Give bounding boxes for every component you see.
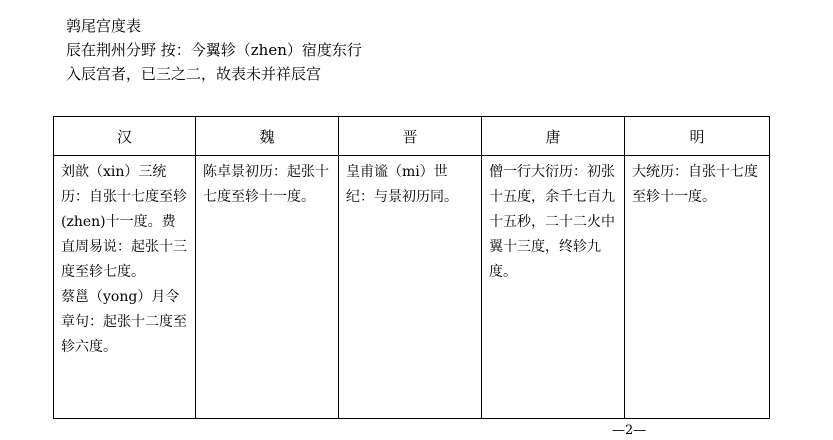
table-cell-jin	[339, 156, 482, 419]
table-header-row	[54, 117, 770, 156]
column-header-jin: 晋	[339, 117, 482, 156]
page-number: —2—	[612, 423, 647, 438]
column-header-han: 汉	[54, 117, 196, 156]
heading-note-2: 入辰宫者，已三之二，故表未并祥辰宫	[66, 65, 322, 83]
cell-paragraph: 刘歆（xin）三统历：自张十七度至轸(zhen)十一度。费直周易说：起张十三度至轸七度。	[61, 164, 187, 280]
record-table	[53, 116, 770, 419]
cell-paragraph: 蔡邕（yong）月令章句：起张十二度至轸六度。	[61, 289, 187, 355]
cell-paragraph: 大统历：自张十七度至轸十一度。	[632, 164, 758, 205]
table-cell-ming	[625, 156, 770, 419]
cell-paragraph: 陈卓景初历：起张十七度至轸十一度。	[203, 164, 329, 205]
heading-note-1: 辰在荆州分野 按：今翼轸（zhen）宿度东行	[66, 41, 362, 59]
table-cell-tang	[482, 156, 625, 419]
table-cell-wei	[196, 156, 339, 419]
table-title: 鹑尾宫度表	[66, 17, 142, 35]
column-header-tang: 唐	[482, 117, 625, 156]
table-row	[54, 156, 770, 419]
cell-paragraph: 僧一行大衍历：初张十五度，余千七百九十五秒，二十二火中翼十三度，终轸九度。	[489, 164, 615, 280]
cell-paragraph: 皇甫谧（mi）世纪：与景初历同。	[346, 164, 458, 205]
table-cell-han	[54, 156, 196, 419]
heading-block	[66, 14, 362, 86]
column-header-wei: 魏	[196, 117, 339, 156]
column-header-ming: 明	[625, 117, 770, 156]
